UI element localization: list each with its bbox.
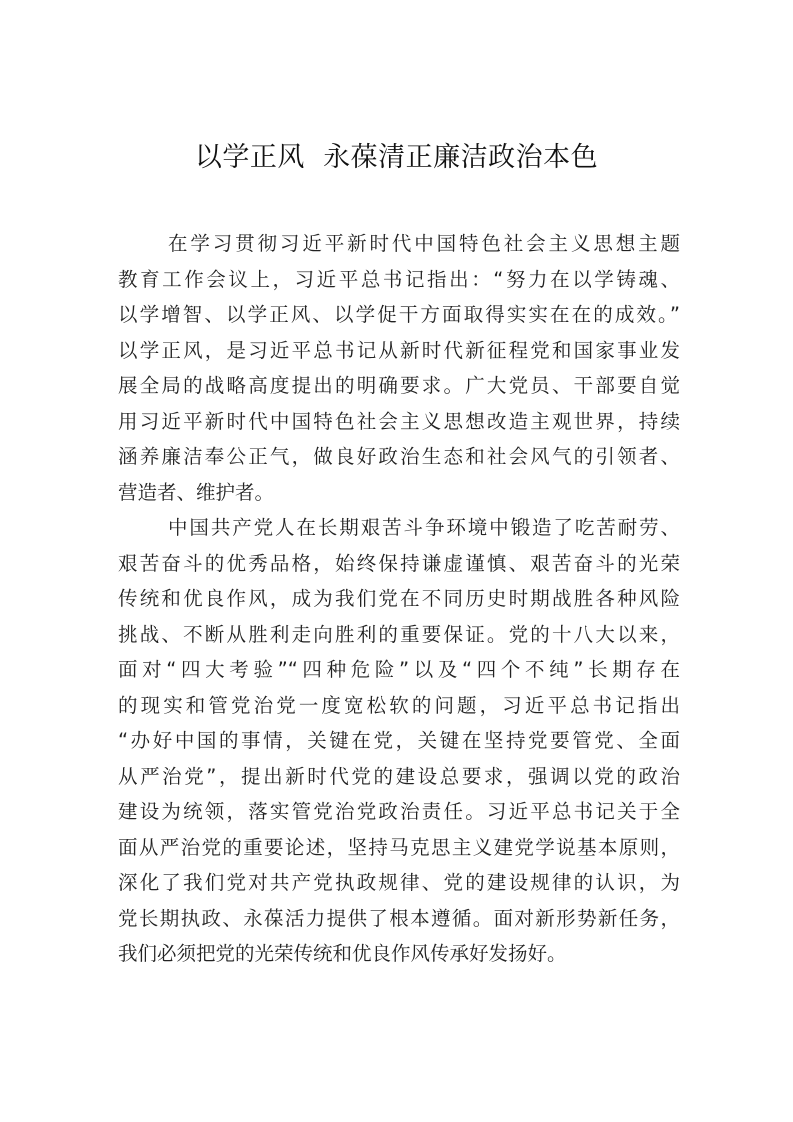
text-line: 展全局的战略高度提出的明确要求。广大党员、干部要自觉 [118, 374, 680, 397]
text-line: 我们必须把党的光荣传统和优良作风传承好发扬好。 [118, 942, 567, 965]
document-title: 以学正风 永葆清正廉洁政治本色 [194, 142, 599, 173]
document-body [118, 226, 680, 972]
text-line: 在学习贯彻习近平新时代中国特色社会主义思想主题 [168, 232, 680, 255]
text-line: 用习近平新时代中国特色社会主义思想改造主观世界，持续 [118, 409, 680, 433]
text-line: 建设为统领，落实管党治党政治责任。习近平总书记关于全 [118, 800, 680, 823]
text-line: 深化了我们党对共产党执政规律、党的建设规律的认识，为 [118, 871, 680, 894]
text-line: 以学正风，是习近平总书记从新时代新征程党和国家事业发 [118, 338, 680, 362]
text-line: 挑战、不断从胜利走向胜利的重要保证。党的十八大以来， [118, 622, 680, 646]
text-line: 面对“四大考验”“四种危险”以及“四个不纯”长期存在 [118, 658, 680, 681]
text-line: 教育工作会议上，习近平总书记指出：“努力在以学铸魂、 [118, 267, 680, 291]
text-line: 营造者、维护者。 [118, 480, 275, 504]
text-line: 从严治党”，提出新时代党的建设总要求，强调以党的政治 [118, 764, 680, 788]
text-line: “办好中国的事情，关键在党，关键在坚持党要管党、全面 [118, 729, 680, 752]
text-line: 涵养廉洁奉公正气，做良好政治生态和社会风气的引领者、 [118, 445, 680, 468]
text-line: 面从严治党的重要论述，坚持马克思主义建党学说基本原则， [118, 835, 680, 859]
text-line: 艰苦奋斗的优秀品格，始终保持谦虚谨慎、艰苦奋斗的光荣 [118, 551, 680, 575]
text-line: 中国共产党人在长期艰苦斗争环境中锻造了吃苦耐劳、 [168, 516, 680, 539]
text-line: 党长期执政、永葆活力提供了根本遵循。面对新形势新任务， [118, 906, 680, 930]
text-line: 传统和优良作风，成为我们党在不同历史时期战胜各种风险 [118, 587, 680, 610]
paragraph-2 [118, 510, 680, 972]
paragraph-1 [118, 226, 680, 510]
text-line: 的现实和管党治党一度宽松软的问题，习近平总书记指出 [118, 693, 680, 717]
text-line: 以学增智、以学正风、以学促干方面取得实实在在的成效。” [118, 303, 680, 326]
